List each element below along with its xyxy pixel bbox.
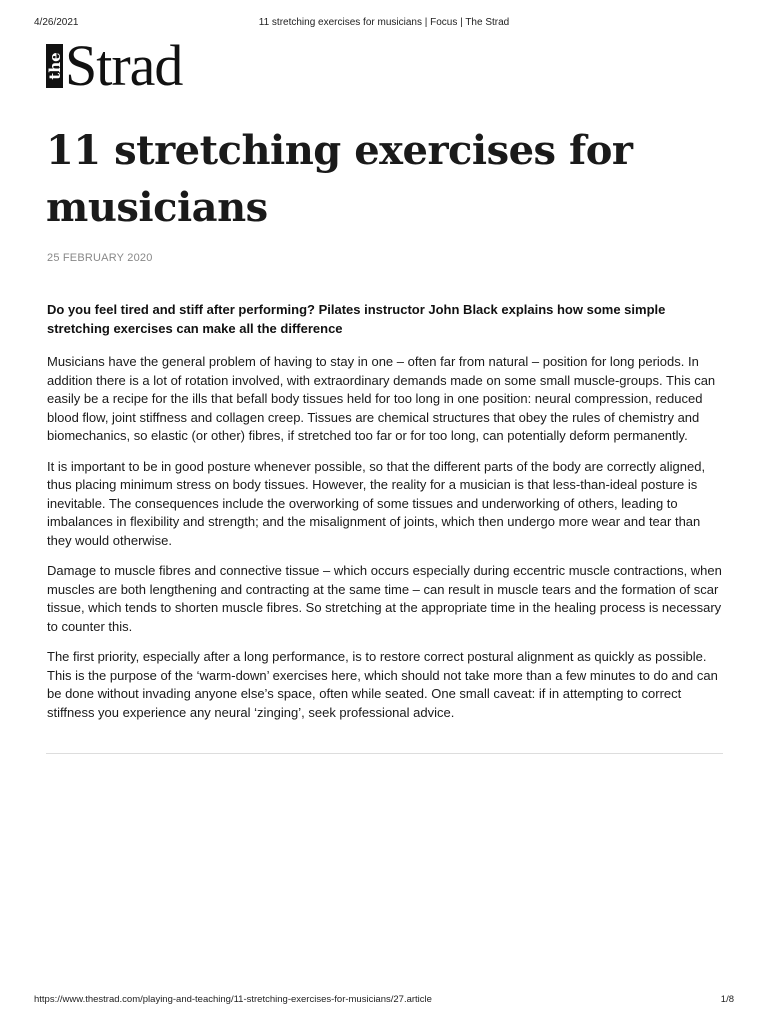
print-footer bbox=[34, 994, 734, 1008]
article-body bbox=[47, 301, 723, 734]
print-page-number: 1/8 bbox=[720, 994, 734, 1005]
article-paragraph: Musicians have the general problem of having to stay in one – often far from natural – position for long periods. In addition there is a lot of rotation involved, with extraordinary demands made on some small muscle-groups. This can easily be a recipe for the ills that befall body tissues held for too long in one position: neural compression, reduced blood flow, joint stiffness and collagen creep. Tissues are chemical structures that obey the rules of chemistry and biomechanics, so elastic (or other) fibres, if stretched too far or for too long, can potentially deform permanently. bbox=[47, 354, 716, 443]
logo-the-text: the bbox=[45, 52, 64, 80]
article-divider bbox=[46, 753, 723, 754]
article-standfirst: Do you feel tired and stiff after performing? Pilates instructor John Black explains how some simple stretching exercises can make all the difference bbox=[47, 302, 666, 336]
article-paragraph: The first priority, especially after a long performance, is to restore correct postural alignment as quickly as possible. This is the purpose of the ‘warm-down’ exercises here, which should not take more than a few minutes to do and can be done without invading anyone else’s space, often while seated. One small caveat: if in attempting to correct stiffness you experience any neural ‘zinging’, seek professional advice. bbox=[47, 649, 718, 720]
article-paragraph: Damage to muscle fibres and connective tissue – which occurs especially during eccentric muscle contractions, when muscles are both lengthening and contracting at the same time – can result in muscle tears and the formation of scar tissue, which tends to shorten muscle fibres. So stretching at the appropriate time in the healing process is necessary to counter this. bbox=[47, 563, 722, 634]
article-headline: 11 stretching exercises for musicians bbox=[46, 127, 633, 231]
article-paragraph: It is important to be in good posture whenever possible, so that the different parts of the body are correctly aligned, thus placing minimum stress on body tissues. However, the reality for a musician is that less-than-ideal posture is inevitable. The consequences include the overworking of some tissues and underworking of others, leading to imbalances in flexibility and strength; and the misalignment of joints, which then undergo more wear and tear than they would otherwise. bbox=[47, 458, 706, 548]
print-url[interactable]: https://www.thestrad.com/playing-and-teaching/11-stretching-exercises-for-musicians/27.article bbox=[34, 994, 432, 1005]
logo-strad-text: Strad bbox=[65, 33, 183, 98]
print-header bbox=[34, 17, 734, 31]
print-page-title: 11 stretching exercises for musicians | Focus | The Strad bbox=[258, 17, 510, 28]
the-strad-logo[interactable] bbox=[45, 33, 183, 98]
print-date: 4/26/2021 bbox=[34, 17, 79, 28]
logo-the-box bbox=[46, 44, 63, 88]
article-date: 25 FEBRUARY 2020 bbox=[47, 252, 153, 264]
